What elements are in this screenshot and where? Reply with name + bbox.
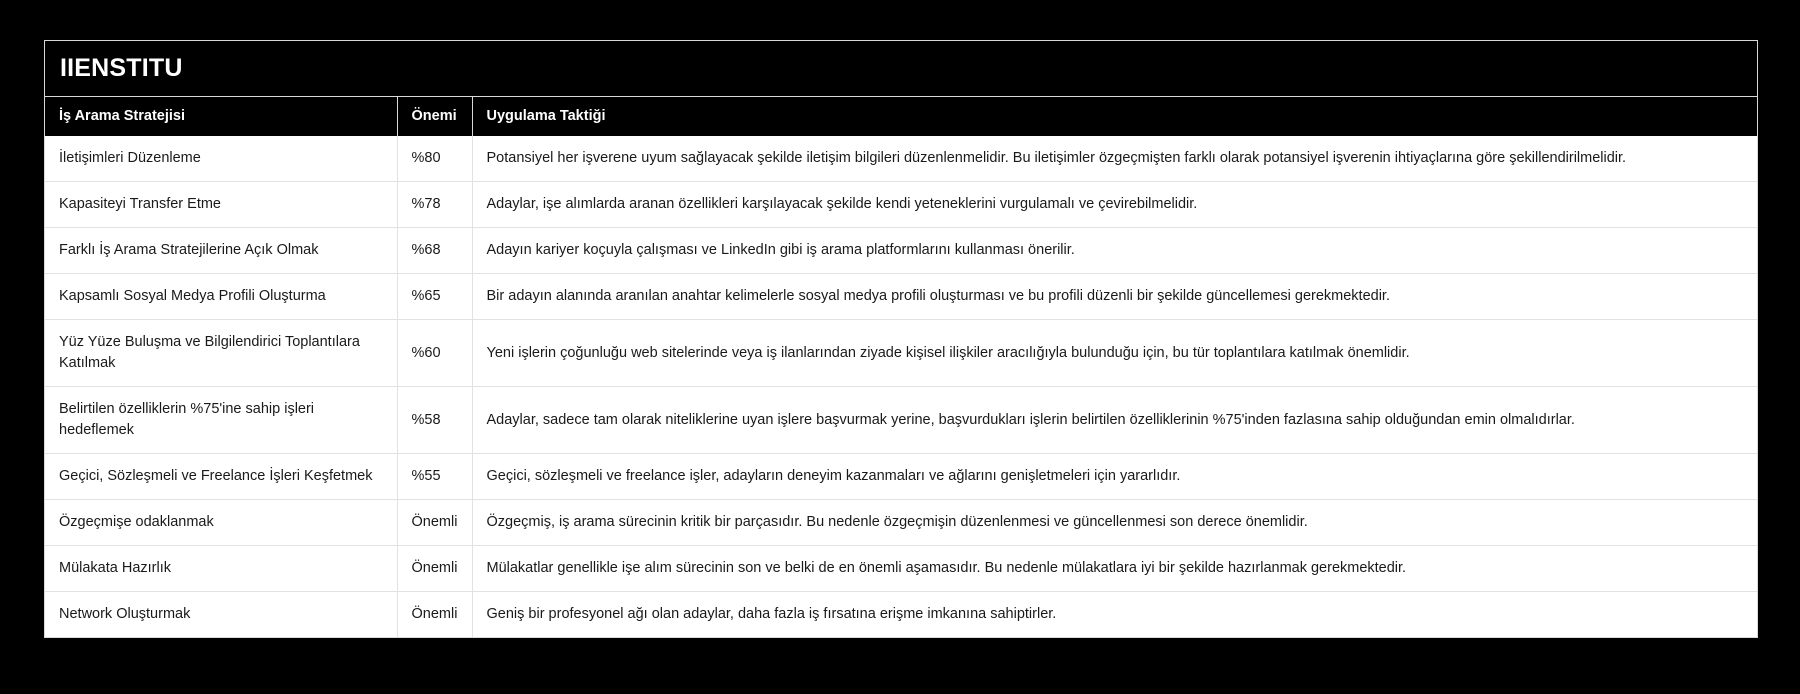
cell-strategy: Mülakata Hazırlık — [45, 546, 397, 592]
cell-importance: Önemli — [397, 546, 472, 592]
table-row — [45, 454, 1757, 500]
cell-importance: %55 — [397, 454, 472, 500]
brand-title: IIENSTITU — [60, 54, 183, 82]
cell-strategy: İletişimleri Düzenleme — [45, 136, 397, 182]
cell-strategy: Network Oluşturmak — [45, 592, 397, 638]
cell-tactic: Geniş bir profesyonel ağı olan adaylar, daha fazla iş fırsatına erişme imkanına sahiptirler. — [472, 592, 1757, 638]
cell-strategy: Belirtilen özelliklerin %75'ine sahip işleri hedeflemek — [45, 387, 397, 454]
table-row — [45, 500, 1757, 546]
cell-tactic: Özgeçmiş, iş arama sürecinin kritik bir parçasıdır. Bu nedenle özgeçmişin düzenlenmesi ve güncellenmesi son derece önemlidir. — [472, 500, 1757, 546]
table-row — [45, 546, 1757, 592]
cell-strategy: Özgeçmişe odaklanmak — [45, 500, 397, 546]
cell-strategy: Kapsamlı Sosyal Medya Profili Oluşturma — [45, 274, 397, 320]
column-header-importance: Önemi — [397, 97, 472, 136]
cell-strategy: Yüz Yüze Buluşma ve Bilgilendirici Toplantılara Katılmak — [45, 320, 397, 387]
cell-importance: Önemli — [397, 592, 472, 638]
table-body — [45, 136, 1757, 637]
cell-importance: %58 — [397, 387, 472, 454]
table-row — [45, 274, 1757, 320]
cell-tactic: Yeni işlerin çoğunluğu web sitelerinde veya iş ilanlarından ziyade kişisel ilişkiler aracılığıyla bulunduğu için, bu tür toplantılara katılmak önemlidir. — [472, 320, 1757, 387]
cell-importance: %80 — [397, 136, 472, 182]
cell-tactic: Mülakatlar genellikle işe alım sürecinin son ve belki de en önemli aşamasıdır. Bu nedenle mülakatlara iyi bir şekilde hazırlanmak gerekmektedir. — [472, 546, 1757, 592]
cell-importance: %78 — [397, 182, 472, 228]
brand-bar — [45, 41, 1757, 97]
table-row — [45, 320, 1757, 387]
cell-tactic: Adaylar, işe alımlarda aranan özellikleri karşılayacak şekilde kendi yeteneklerini vurgulamalı ve çevirebilmelidir. — [472, 182, 1757, 228]
cell-importance: %68 — [397, 228, 472, 274]
cell-tactic: Geçici, sözleşmeli ve freelance işler, adayların deneyim kazanmaları ve ağlarını genişletmeleri için yararlıdır. — [472, 454, 1757, 500]
cell-strategy: Kapasiteyi Transfer Etme — [45, 182, 397, 228]
table-row — [45, 387, 1757, 454]
strategy-table-card — [44, 40, 1758, 638]
table-row — [45, 592, 1757, 638]
cell-importance: Önemli — [397, 500, 472, 546]
cell-tactic: Bir adayın alanında aranılan anahtar kelimelerle sosyal medya profili oluşturması ve bu profili düzenli bir şekilde güncellemesi gerekmektedir. — [472, 274, 1757, 320]
table-row — [45, 228, 1757, 274]
table-header-row — [45, 97, 1757, 136]
column-header-strategy: İş Arama Stratejisi — [45, 97, 397, 136]
cell-importance: %65 — [397, 274, 472, 320]
cell-importance: %60 — [397, 320, 472, 387]
column-header-tactic: Uygulama Taktiği — [472, 97, 1757, 136]
cell-strategy: Farklı İş Arama Stratejilerine Açık Olmak — [45, 228, 397, 274]
table-row — [45, 136, 1757, 182]
cell-tactic: Adayın kariyer koçuyla çalışması ve LinkedIn gibi iş arama platformlarını kullanması önerilir. — [472, 228, 1757, 274]
cell-strategy: Geçici, Sözleşmeli ve Freelance İşleri Keşfetmek — [45, 454, 397, 500]
job-search-strategy-table — [45, 97, 1757, 637]
table-head — [45, 97, 1757, 136]
cell-tactic: Potansiyel her işverene uyum sağlayacak şekilde iletişim bilgileri düzenlenmelidir. Bu iletişimler özgeçmişten farklı olarak potansiyel işverenin ihtiyaçlarına göre şekillendirilmelidir. — [472, 136, 1757, 182]
cell-tactic: Adaylar, sadece tam olarak niteliklerine uyan işlere başvurmak yerine, başvurdukları işlerin belirtilen özelliklerinin %75'inden fazlasına sahip olduğundan emin olmalıdırlar. — [472, 387, 1757, 454]
table-row — [45, 182, 1757, 228]
